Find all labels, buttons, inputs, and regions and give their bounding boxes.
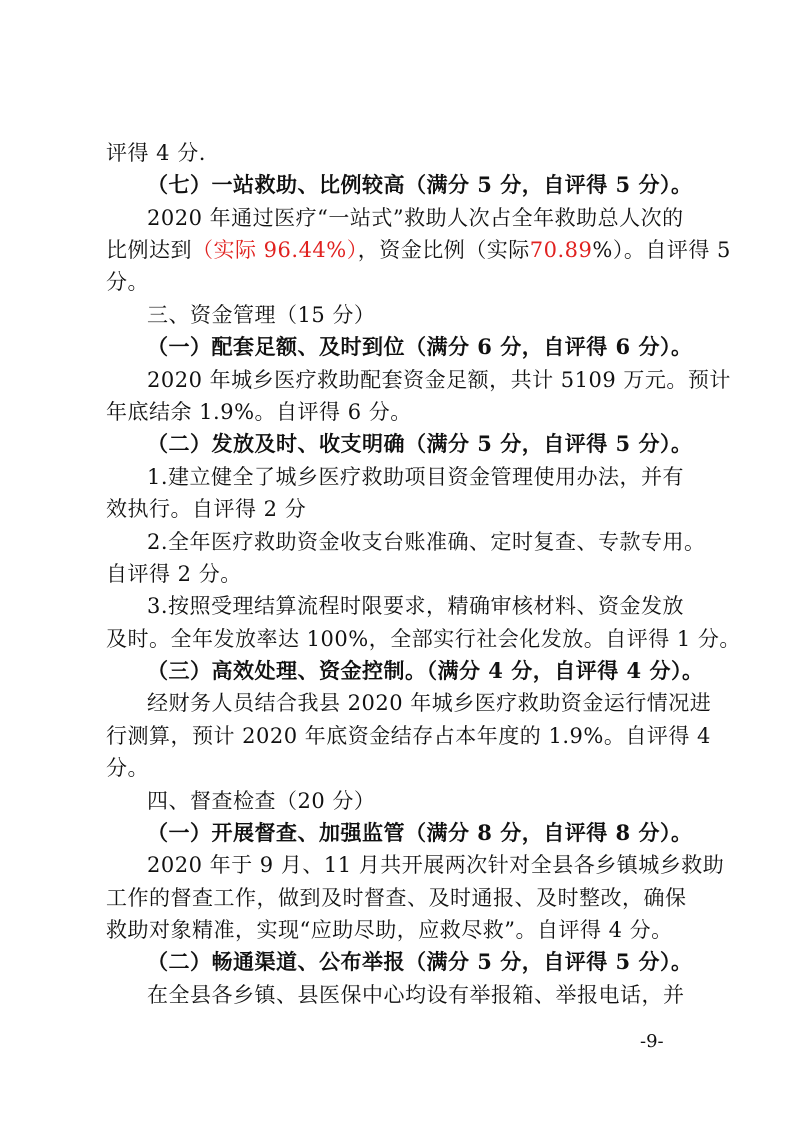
text-line: 评得 4 分.	[106, 141, 206, 165]
highlighted-value: （实际 96.44%）	[192, 238, 358, 262]
chapter-heading: 三、资金管理（15 分）	[147, 303, 376, 327]
text-line: 3.按照受理结算流程时限要求，精确审核材料、资金发放	[147, 594, 685, 618]
chapter-heading: 四、督查检查（20 分）	[147, 789, 376, 813]
text-line: 年底结余 1.9%。自评得 6 分。	[106, 400, 412, 424]
page-number: -9-	[640, 1031, 664, 1052]
section-heading: （二）发放及时、收支明确（满分 5 分，自评得 5 分）。	[147, 431, 693, 456]
text-line: 工作的督查工作，做到及时督查、及时通报、及时整改，确保	[106, 886, 687, 910]
section-heading: （一）开展督查、加强监管（满分 8 分，自评得 8 分）。	[147, 820, 693, 845]
text-segment: %）。自评得 5	[592, 238, 731, 262]
text-line: 在全县各乡镇、县医保中心均设有举报箱、举报电话，并	[147, 983, 685, 1007]
text-line: 效执行。自评得 2 分	[106, 497, 307, 521]
section-heading: （三）高效处理、资金控制。（满分 4 分，自评得 4 分）。	[147, 658, 704, 683]
section-heading: （一）配套足额、及时到位（满分 6 分，自评得 6 分）。	[147, 334, 693, 359]
text-line: 分。	[106, 756, 149, 780]
text-line: 行测算，预计 2020 年底资金结存占本年度的 1.9%。自评得 4	[106, 724, 711, 748]
section-heading: （二）畅通渠道、公布举报（满分 5 分，自评得 5 分）。	[147, 949, 693, 974]
text-line: 救助对象精准，实现“应助尽助，应救尽救”。自评得 4 分。	[106, 918, 673, 942]
text-segment: ，资金比例（实际	[357, 238, 530, 262]
section-heading: （七）一站救助、比例较高（满分 5 分，自评得 5 分）。	[147, 172, 693, 197]
highlighted-value: 70.89	[529, 238, 593, 262]
text-line: 2020 年通过医疗“一站式”救助人次占全年救助总人次的	[147, 206, 684, 230]
text-line: 2020 年城乡医疗救助配套资金足额，共计 5109 万元。预计	[147, 368, 731, 392]
text-line: 分。	[106, 270, 149, 294]
text-line: 2020 年于 9 月、11 月共开展两次针对全县各乡镇城乡救助	[147, 853, 725, 877]
text-line: 2.全年医疗救助资金收支台账准确、定时复查、专款专用。	[147, 530, 706, 554]
text-line: 及时。全年发放率达 100%，全部实行社会化发放。自评得 1 分。	[106, 627, 741, 651]
text-segment: 比例达到	[106, 238, 192, 262]
text-line: 1.建立健全了城乡医疗救助项目资金管理使用办法，并有	[147, 465, 685, 489]
text-line: 经财务人员结合我县 2020 年城乡医疗救助资金运行情况进	[147, 691, 712, 715]
text-line-mixed	[106, 236, 731, 264]
text-line: 自评得 2 分。	[106, 562, 242, 586]
